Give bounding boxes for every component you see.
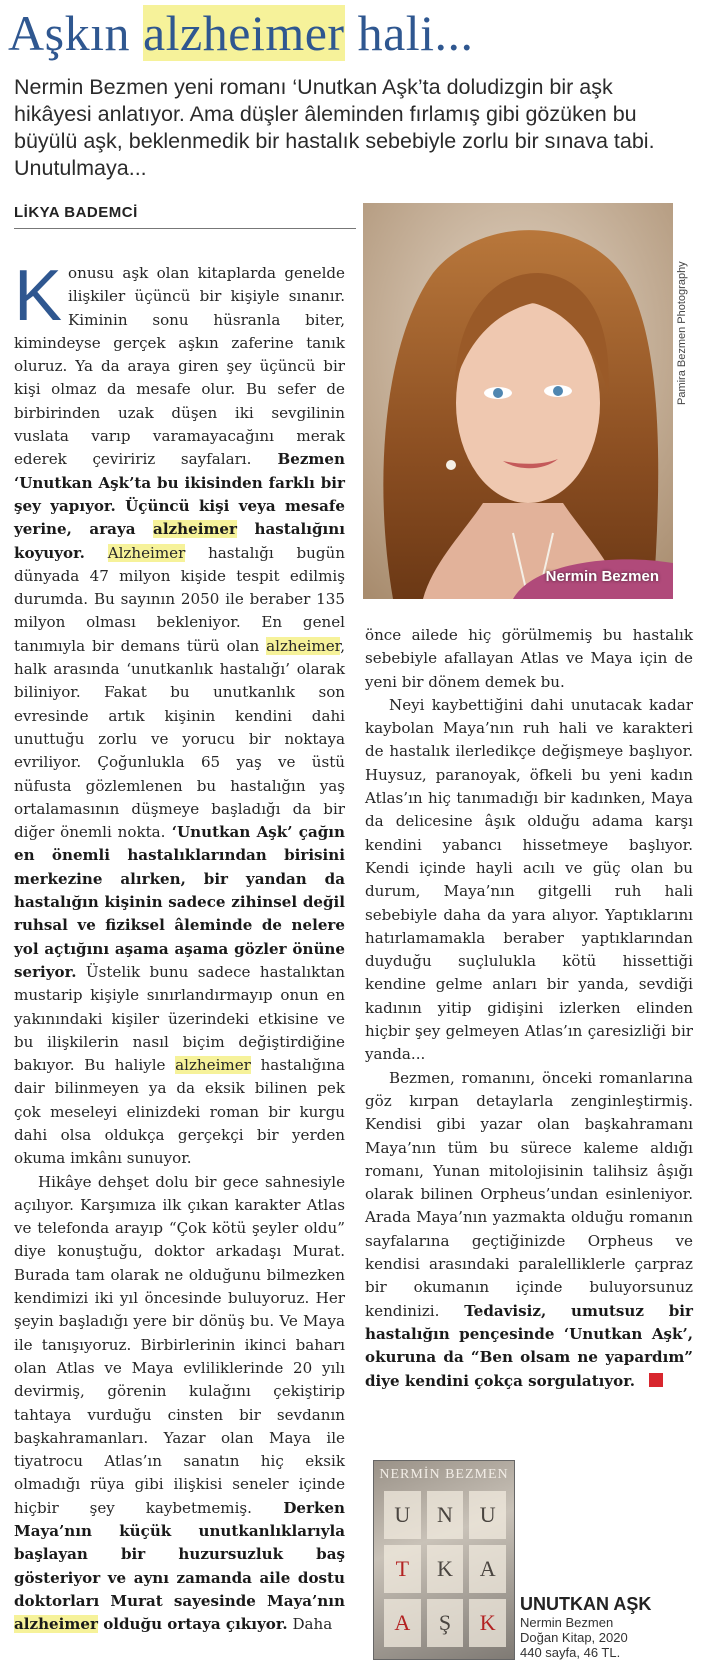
photo-credit: Pamira Bezmen Photography (676, 261, 688, 405)
cover-letter: Ş (427, 1599, 464, 1647)
cover-letter: A (384, 1599, 421, 1647)
headline (8, 0, 698, 66)
bold-run: Tedavisiz, umutsuz bir hastalığın pençesinde ‘Unutkan Aşk’, okuruna da “Ben olsam ne yapardım” diye kendini çokça sorgulatıyor. (365, 1301, 693, 1390)
book-cover (373, 1460, 515, 1660)
paragraph (14, 1171, 345, 1637)
lede: Nermin Bezmen yeni romanı ‘Unutkan Aşk’ta doludizgin bir aşk hikâyesi anlatıyor. Ama düşler âleminden fırlamış gibi gözüken bu büyülü aşk, beklenmedik bir hastalık sebebiyle zorlu bir sınava tabi. Unutulmaya... (14, 75, 655, 180)
book-author: Nermin Bezmen (520, 1615, 614, 1630)
cover-letter: A (469, 1545, 506, 1593)
headline-highlight: alzheimer (142, 5, 345, 61)
book-info (520, 1594, 695, 1660)
text-run: Hikâye dehşet dolu bir gece sahnesiyle açılıyor. Karşımıza ilk çıkan karakter Atlas ve telefonda arayıp “Çok kötü şeyler oldu” diye konuştuğu, doktor arkadaşı Murat. Burada tam olarak ne olduğunu bilmezken kendimizi iki yıl öncesinde buluyoruz. Her şeyin başladığı yere bir dönüş bu. Ve Maya ile tanışıyoruz. Birbirlerinin ikinci baharı olan Atlas ve Maya evliliklerinde 20 yılı devirmiş, görenin kulağını çekiştirip tahtaya vurduğu cinsten bir sevdanın başkahramanları. Yazar olan Maya ile tiyatrocu Atlas’ın sanatın hiç eksik olmadığı rüya gibi ilişkisi seneler içinde hiçbir şey kaybetmemiş. (14, 1172, 345, 1517)
text-run: Bezmen, romanını, önceki romanlarına göz kırpan detaylarla zenginleştirmiş. Kendisi gibi yazar olan başkahramanı Maya’nın tüm bu sürece kaleme aldığı romanı, Yunan mitolojisinin talihsiz âşığı olarak bilinen Orpheus’undan esinleniyor. Arada Maya’nın yazmakta olduğu romanın sayfalarına geçtiğinizde Orpheus ve kendisi arasındaki paralelliklerle çarpraz bir okumanın içinde buluyorsunuz kendinizi. (365, 1068, 693, 1320)
highlight-alzheimer: alzheimer (175, 1056, 251, 1075)
paragraph (365, 1067, 693, 1393)
book-cover-letters (384, 1491, 506, 1647)
cover-letter: T (384, 1545, 421, 1593)
drop-cap: K (14, 256, 63, 336)
highlight-alzheimer: alzheimer (153, 520, 237, 539)
text-run: Daha (287, 1615, 333, 1634)
cover-letter: K (427, 1545, 464, 1593)
paragraph: Neyi kaybettiğini dahi unutacak kadar kaybolan Maya’nın ruh hali ve karakteri de hastalık ilerledikçe değişmeye başlıyor. Huysuz, paranoyak, öfkeli bu yeni kadın Atlas’ın hiç tanımadığı bir kadınken, Maya da delicesine âşık olduğu adama karşı kendini yabancı hissetmeye başlıyor. Kendi içinde hayli acılı ve güç olan bu durum, Maya’nın gitgelli ruh hali sebebiyle daha da yara alıyor. Yaptıklarını hatırlamamakla beraber yaptıklarından duyduğu suçlulukla kötü hissettiği kendine gelme anları bir yanda, sevdiği kadının yitip gidişini izlerken elinden hiçbir şey gelmeyen Atlas’ın çaresizliği bir yanda... (365, 695, 693, 1064)
book-cover-author: NERMİN BEZMEN (379, 1467, 509, 1482)
book-details: 440 sayfa, 46 TL. (520, 1645, 621, 1660)
highlight-alzheimer: alzheimer (266, 636, 341, 655)
photo-caption: Nermin Bezmen (545, 568, 659, 585)
author-photo (363, 203, 673, 599)
cover-letter: K (469, 1599, 506, 1647)
cover-letter: U (384, 1491, 421, 1539)
book-publisher: Doğan Kitap, 2020 (520, 1630, 628, 1645)
bold-run: Bezmen ‘Unutkan Aşk’ta bu ikisinden farklı bir şey yapıyor. Üçüncü kişi veya mesafe yerine, araya alzheimer hastalığını koyuyor. (14, 450, 345, 562)
article-column-right (365, 624, 693, 1393)
text-run: onusu aşk olan kitaplarda genelde ilişkiler üçüncü bir kişiyle sınanır. Kiminin sonu hüsranla biter, kimindeyse gerçek aşkın zaferine tanık oluruz. Ya da araya giren şey üçüncü bir kişi olmaz da mesafe olur. Bu sefer de birbirinden uzak düşen iki sevgilinin vuslata varıp varamayacağını merak ederek çeviririz sayfaları. (14, 264, 345, 469)
bold-run: ‘Unutkan Aşk’ çağın en önemli hastalıklarından birisini merkezine alırken, bir yandan da hastalığın kişinin sadece zihinsel değil ruhsal ve fiziksel âleminde de nelere yol açtığını aşama aşama gözler önüne seriyor. (14, 823, 346, 981)
text-run: hastalığına dair bilinmeyen ya da eksik bilinen pek çok meseleyi elinizdeki roman bir kurgu dahi olsa oldukça gerçekçi bir yerden okuma imkânı sunuyor. (14, 1056, 345, 1168)
cover-letter: U (469, 1491, 506, 1539)
cover-letter: N (427, 1491, 464, 1539)
headline-pre: Aşkın (8, 5, 143, 61)
paragraph: önce ailede hiç görülmemiş bu hastalık sebebiyle afallayan Atlas ve Maya için de yeni bir dönem demek bu. (365, 626, 693, 691)
book-title: UNUTKAN AŞK (520, 1594, 652, 1614)
article-column-left (14, 256, 346, 1637)
text-run: , halk arasında ‘unutkanlık hastalığı’ olarak biliniyor. Fakat bu unutkanlık son evresinde artık kişinin kendini dahi unuttuğu zorlu ve yorucu bir noktaya evriliyor. Çoğunlukla 65 yaş ve üstü nüfusta gözlemlenen bu hastalığın yaş ortalamasının düşmeye başladığı da bir diğer önemli nokta. (14, 636, 345, 842)
portrait-illustration (363, 203, 673, 599)
end-mark-icon (649, 1373, 663, 1387)
bold-run: Derken Maya’nın küçük unutkanlıklarıyla başlayan bir huzursuzluk baş gösteriyor ve aynı zamanda aile dostu doktorları Murat sayesinde Maya’nın alzheimer olduğu ortaya çıkıyor. (14, 1498, 345, 1634)
headline-post: hali... (344, 5, 474, 61)
author-byline: LİKYA BADEMCİ (14, 204, 138, 221)
highlight-alzheimer: Alzheimer (107, 543, 186, 562)
byline-divider (14, 228, 356, 229)
text-run: Üstelik bunu sadece hastalıktan mustarip kişiyle sınırlandırmayıp onun en yakınındaki kişiler üzerindeki etkisine ve bu ilişkilerin nasıl biçim değiştirdiğine bakıyor. Bu haliyle (14, 962, 345, 1075)
paragraph (14, 256, 346, 1171)
highlight-alzheimer: alzheimer (14, 1615, 98, 1634)
text-run: hastalığı bugün dünyada 47 milyon kişide tespit edilmiş durumda. Bu sayının 2050 ile beraber 135 milyon olması bekleniyor. En genel tanımıyla bir demans türü olan (14, 543, 345, 655)
